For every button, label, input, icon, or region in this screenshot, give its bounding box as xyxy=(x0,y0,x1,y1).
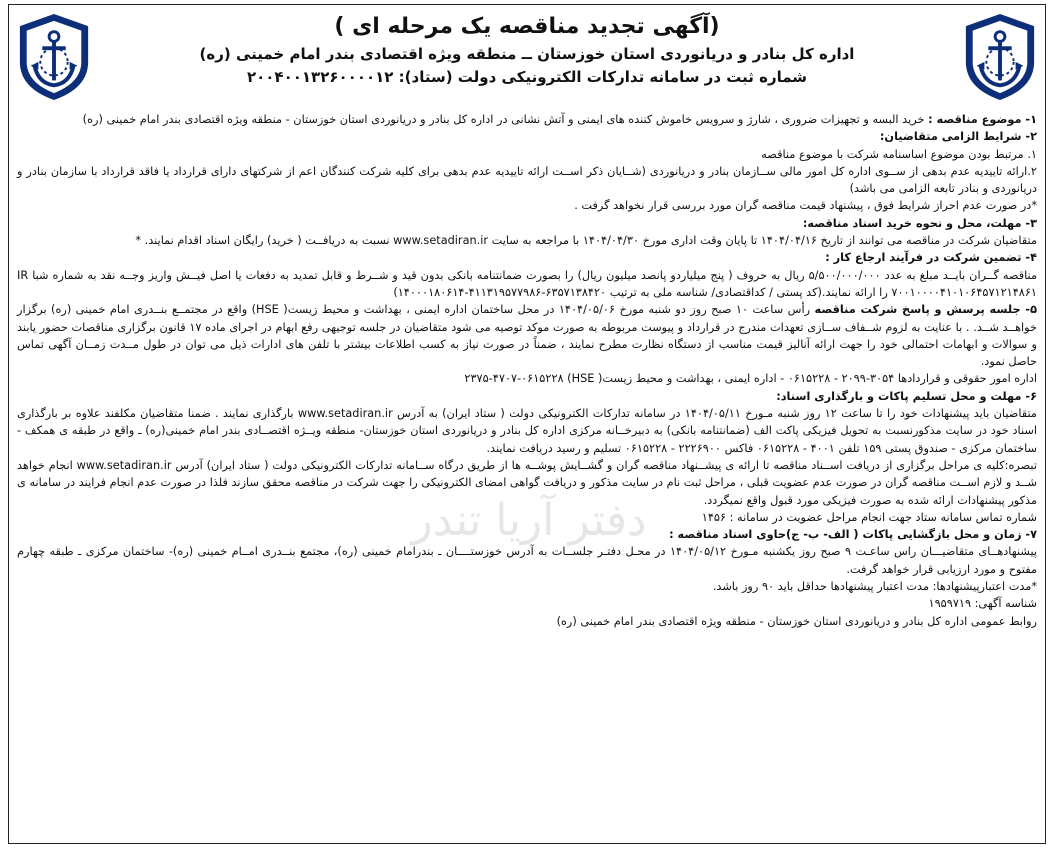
section-7-text: پیشنهادهــای متقاضیـــان راس ساعـت ۹ صبح روز یکشنبه مـورخ ۱۴۰۴/۰۵/۱۲ در محـل دفتـر جلســات به آدرس خوزستــــان ـ بندرامام خمینی (ره)، مجتمع بنــدری امــام خمینی (ره)- ساختمان مرکزی ـ طبقه چهارم مفتوح و مورد ارزیابی قرار خواهد گرفت. xyxy=(17,545,1037,576)
section-3-text: متقاضیان شرکت در مناقصه می توانند از تاریخ ۱۴۰۴/۰۴/۱۶ تا پایان وقت اداری مورخ ۱۴۰۴/۰۴/۳۰ با مراجعه به سایت www.setadiran.ir نسبت به دریافــت ( خرید) رایگان اسناد اقدام نمایند. * xyxy=(135,234,1037,248)
section-5-contacts: اداره امور حقوقی و قراردادها ۳۰۵۴-۲۰۹۹ - ۰۶۱۵۲۲۸ - اداره ایمنی ، بهداشت و محیط زیست( HSE) ۲۳۷۵-۴۷۰۷-۰۶۱۵۲۲۸ xyxy=(464,372,1037,386)
section-text: رأس ساعت ۱۰ صبح روز دو شنبه مورخ ۱۴۰۴/۰۵/۰۶ در محل ساختمان اداره ایمنی ، بهداشت و محیط زیست( HSE) واقع در مجتمــع بنــدری امام خمینی (ره) برگزار خواهــد شــد. . با عنایت به لزوم شــفاف ســازی تعهدات مندرج در قرارداد و پیوست مربوطه به صورت موکد توصیه می شود متقاضیان در جلسه توجیهی رفع ابهام در اجرای ماده ۱۷ قانون برگزاری مناقصات حضور یابند و سوالات و ابهامات احتمالی خود را جهت ارائه آنالیز قیمت مناسب از دستگاه نظارت مطرح نمایند ، ضمناً در صورت نیاز به کسب اطلاعات بیشتر با تلفن های ادارات ذیل می توان در طول مــدت زمــان آگهی تماس حاصل نمود. xyxy=(17,303,1037,369)
footer-public-relations: روابط عمومی اداره کل بنادر و دریانوردی استان خوزستان - منطقه ویژه اقتصادی بندر امام خمینی (ره) xyxy=(556,614,1037,628)
watermark-text: دفتر آریا تندر xyxy=(411,495,647,546)
section-2-note: *در صورت عدم احراز شرایط فوق ، پیشنهاد قیمت مناقصه گران مورد بررسی قرار نخواهد گرفت . xyxy=(574,199,1037,213)
section-6-heading: ۶- مهلت و محل تسلیم پاکات و بارگذاری اسناد: xyxy=(776,389,1037,403)
ad-identifier: شناسه آگهی: ۱۹۵۹۷۱۹ xyxy=(928,597,1037,611)
notice-title: (آگهی تجدید مناقصه یک مرحله ای ) xyxy=(334,14,720,39)
notice-header xyxy=(99,11,955,89)
section-6-phone: شماره تماس سامانه ستاد جهت انجام مراحل عضویت در سامانه : ۱۴۵۶ xyxy=(701,510,1037,524)
section-2-item-2: ۲.ارائه تاییدیه عدم بدهی از ســوی اداره کل امور مالی ســازمان بنادر و دریانوردی (شــایان ذکر اســت ارائه تاییدیه عدم بدهی برای کلیه شرکت کنندگان اعم از شرکتهای دارای قرارداد یا فاقد قرارداد با سازمان بنادر و دریانوردی و بنادر تابعه الزامی می باشد) xyxy=(17,164,1037,196)
section-6-note: تبصره:کلیه ی مراحل برگزاری از دریافت اســناد مناقصه تا ارائه ی پیشــنهاد مناقصه گران و گشــایش پوشــه ها از طریق درگاه ســامانه تدارکات الکترونیکی دولت ( ستاد ایران) آدرس www.setadiran.ir انجام خواهد شــد و لازم اســت مناقصه گران در صورت عدم عضویت قبلی ، مراحل ثبت نام در سایت مذکور و دریافت گواهی امضای الکترونیکی را جهت شرکت در مناقصه محقق سازند فلذا در صورت عدم انجام فرایند در سامانه ی مذکور پیشنهادات ارائه شده به صورت فیزیکی مورد قبول واقع نمیگردد. xyxy=(17,458,1037,507)
section-heading: ۵- جلسه پرسش و پاسخ شرکت مناقصه xyxy=(814,303,1038,317)
section-7-heading: ۷- زمان و محل بازگشایی پاکات ( الف- ب- ج)حاوی اسناد مناقصه : xyxy=(669,528,1037,542)
section-text: خرید البسه و تجهیزات ضروری ، شارژ و سرویس خاموش کننده های ایمنی و آتش نشانی در اداره کل بنادر و دریانوردی استان خوزستان - منطقه ویژه اقتصادی بندر امام خمینی (ره) xyxy=(82,113,925,126)
section-4-heading: ۴- تضمین شرکت در فرآیند ارجاع کار : xyxy=(825,251,1037,265)
registration-number: شماره ثبت در سامانه تدارکات الکترونیکی دولت (ستاد): ۲۰۰۴۰۰۱۳۲۶۰۰۰۰۱۲ xyxy=(246,68,808,86)
ports-anchor-logo xyxy=(961,11,1039,103)
organization-name: اداره کل بنادر و دریانوردی استان خوزستان ــ منطقه ویژه اقتصادی بندر امام خمینی (ره) xyxy=(199,45,855,63)
section-heading: ۱- موضوع مناقصه : xyxy=(928,113,1037,126)
section-1 xyxy=(17,111,1037,128)
section-4-text: مناقصه گــران بایــد مبلغ به عدد ۵/۵۰۰/۰۰۰/۰۰۰ ریال به حروف ( پنج میلیاردو پانصد میلیون ریال) را بصورت ضمانتنامه بانکی بدون قید و شــرط و قابل تمدید به دفعات یا اصل فیــش واریز وجــه نقد به شماره شبا IR ۷۰۰۱۰۰۰۰۴۱۰۱۰۶۴۵۷۱۲۱۴۸۶۱ را ارائه نمایند.(کد پستی / کداقتصادی/ شناسه ملی به ترتیب ۶۳۵۷۱۳۸۴۲۰-۴۱۱۳۱۹۵۷۷۹۸۶-۱۴۰۰۰۱۸۰۶۱۴) xyxy=(17,268,1038,299)
section-6-text: متقاضیان باید پیشنهادات خود را تا ساعت ۱۲ روز شنبه مـورخ ۱۴۰۴/۰۵/۱۱ در سامانه تدارکات الکترونیکی دولت ( ستاد ایران) به آدرس www.setadiran.ir بارگذاری نمایند . ضمنا متقاضیان مکلفند علاوه بر بارگذاری اسناد خود در سایت مذکورنسبت به تحویل فیزیکی پاکت الف (ضمانتنامه بانکی) به دبیرخــانه مرکزی اداره کل بنادر و دریانوردی استان خوزستان- منطقه ویــژه اقتصــادی بندر امام خمینی(ره) ـ واقع در طبقه ی همکف - ساختمان مرکزی - صندوق پستی ۱۵۹ تلفن ۴۰۰۱ - ۰۶۱۵۲۲۸ فاکس ۲۲۲۶۹۰۰ - ۰۶۱۵۲۲۸ تسلیم و رسید دریافت نمایند. xyxy=(17,407,1037,455)
section-7-validity: *مدت اعتبارپیشنهادها: مدت اعتبار پیشنهادها حداقل باید ۹۰ روز باشد. xyxy=(712,580,1037,594)
ports-anchor-logo xyxy=(15,11,93,103)
tender-notice xyxy=(8,4,1046,844)
section-2-heading: ۲- شرایط الزامی متقاضیان: xyxy=(879,130,1037,144)
section-2-item-1: ۱. مرتبط بودن موضوع اساسنامه شرکت با موضوع مناقصه xyxy=(761,147,1037,161)
section-5 xyxy=(17,301,1037,370)
notice-body xyxy=(17,111,1037,630)
section-3-heading: ۳- مهلت، محل و نحوه خرید اسناد مناقصه: xyxy=(802,216,1037,230)
